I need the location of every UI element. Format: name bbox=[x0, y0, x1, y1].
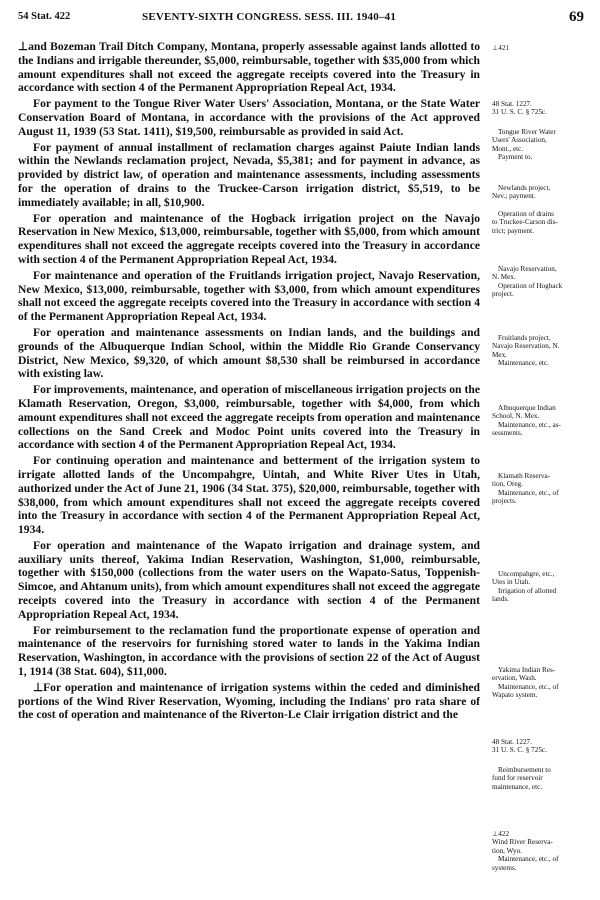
margin-note-line: maintenance, etc. bbox=[492, 782, 543, 791]
margin-note-line: tion, Wyo. bbox=[492, 846, 522, 855]
margin-note-line: Maintenance, etc., as- bbox=[498, 420, 561, 429]
margin-note-line: Users' Association, bbox=[492, 136, 547, 145]
margin-note-line: Wapato system. bbox=[492, 691, 538, 700]
margin-note-line: Operation of Hogback bbox=[498, 281, 563, 290]
margin-note-line: systems. bbox=[492, 863, 517, 872]
paragraph-albuquerque: For operation and maintenance assessments on Indian lands, and the buildings and grounds of the Albuquerque Indian School, within the Middle Rio Grande Conservancy District, New Mexico, $9,320, of which amount $8,530 shall be reimbursed in accordance with existing law. bbox=[18, 325, 480, 381]
margin-note-line: 48 Stat. 1227. bbox=[492, 100, 532, 108]
margin-note-line: 48 Stat. 1227. bbox=[492, 738, 532, 746]
margin-note-line: Klamath Reserva- bbox=[498, 472, 551, 480]
margin-note-line: ⊥422 bbox=[492, 830, 510, 838]
margin-note-line: Fruitlands project, bbox=[498, 334, 551, 342]
page-number: 69 bbox=[569, 9, 584, 25]
margin-note-line: Navajo Reservation, bbox=[498, 265, 557, 273]
margin-note-line: 31 U. S. C. § 725c. bbox=[492, 108, 547, 117]
statute-reference: 54 Stat. 422 bbox=[18, 11, 71, 22]
margin-note bbox=[492, 184, 594, 201]
margin-note bbox=[492, 334, 594, 368]
margin-note bbox=[492, 666, 594, 700]
margin-note-line: ⊥421 bbox=[492, 44, 510, 52]
margin-note-line: tion, Oreg. bbox=[492, 480, 523, 489]
paragraph-newlands: For payment of annual installment of reclamation charges against Paiute Indian lands within the Newlands reclamation project, Nevada, $5,381; and for payment in advance, as provided by district law, of operation and maintenance assessments, including assessments for the operation of drains to the Truckee-Carson irrigation district, $5,519, to be immediately available; in all, $10,900. bbox=[18, 140, 480, 209]
margin-note-line: 31 U. S. C. § 725c. bbox=[492, 746, 547, 755]
margin-note-line: projects. bbox=[492, 497, 517, 506]
margin-note-line: sessments. bbox=[492, 429, 523, 438]
paragraph-hogback: For operation and maintenance of the Hogback irrigation project on the Navajo Reservation in New Mexico, $13,000, reimbursable, together with $5,000, from which amount expenditures shall not exceed the aggregate receipts covered into the Treasury in accordance with section 4 of the Permanent Appropriation Repeal Act, 1934. bbox=[18, 211, 480, 266]
margin-note-line: Maintenance, etc., of bbox=[498, 682, 559, 691]
margin-note bbox=[492, 44, 594, 52]
margin-note-line: Wind River Reserva- bbox=[492, 838, 553, 847]
margin-note-line: Newlands project, bbox=[498, 184, 551, 192]
paragraph-tongue-river: For payment to the Tongue River Water Users' Association, Montana, or the State Water Conservation Board of Montana, in accordance with the provisions of the Act approved August 11, 1939 (53 Stat. 1411), $19,500, reimbursable as provided in said Act. bbox=[18, 97, 480, 138]
margin-note bbox=[492, 100, 594, 117]
margin-note bbox=[492, 128, 594, 162]
margin-note-line: Mont., etc. bbox=[492, 144, 524, 153]
margin-note-line: Tongue River Water bbox=[498, 128, 556, 136]
margin-note-line: Maintenance, etc., of bbox=[498, 488, 559, 497]
margin-note bbox=[492, 830, 594, 872]
margin-note-line: Operation of drains bbox=[498, 210, 554, 218]
margin-note-line: Maintenance, etc., of bbox=[498, 855, 559, 864]
paragraph-wind-river: ⊥For operation and maintenance of irrigation systems within the ceded and diminished portions of the Wind River Reservation, Wyoming, including the Indians' pro rata share of the cost of operation and maintenance of the Riverton-Le Clair irrigation district and the bbox=[18, 680, 480, 722]
margin-note-line: trict; payment. bbox=[492, 226, 534, 235]
margin-note-line: lands. bbox=[492, 595, 509, 604]
margin-note-line: Uncompahgre, etc., bbox=[498, 570, 555, 578]
margin-note-line: Irrigation of allotted bbox=[498, 586, 557, 595]
margin-note-line: Maintenance, etc. bbox=[498, 359, 549, 368]
paragraph-klamath: For improvements, maintenance, and operation of miscellaneous irrigation projects on the Klamath Reservation, Oregon, $3,000, reimbursable, together with $4,000, from which amount expenditures shall not exceed the aggregate receipts from operation and maintenance collections on the Sand Creek and Modoc Point units covered into the Treasury in accordance with section 4 of the Permanent Appropriation Repeal Act, 1934. bbox=[18, 383, 480, 452]
margin-note-line: N. Mex. bbox=[492, 273, 516, 282]
paragraph-fruitlands: For maintenance and operation of the Fruitlands irrigation project, Navajo Reservation, New Mexico, $13,000, reimbursable, together with $3,000, from which amount expenditures shall not exceed the aggregate receipts covered into the Treasury in accordance with section 4 of the Permanent Appropriation Repeal Act, 1934. bbox=[18, 268, 480, 324]
margin-note-line: to Truckee-Carson dis- bbox=[492, 218, 558, 227]
main-text-column bbox=[18, 40, 480, 724]
margin-note-line: ervation, Wash. bbox=[492, 674, 537, 683]
margin-note-line: Nev.; payment. bbox=[492, 192, 536, 201]
margin-note-line: School, N. Mex. bbox=[492, 412, 540, 421]
paragraph-uncompahgre: For continuing operation and maintenance and betterment of the irrigation system to irrigate allotted lands of the Uncompahgre, Uintah, and White River Utes in Utah, authorized under the Act of June 21, 1906 (34 Stat. 375), $20,000, reimbursable, together with $38,000, from which amount expenditures shall not exceed the aggregate receipts covered into the Treasury in accordance with section 4 of the Permanent Appropriation Repeal Act, 1934. bbox=[18, 454, 480, 537]
paragraph-wapato: For operation and maintenance of the Wapato irrigation and drainage system, and auxiliary units thereof, Yakima Indian Reservation, Washington, $1,000, reimbursable, together with $150,000 (collections from the water users on the Wapato-Satus, Toppenish-Simcoe, and Ahtanum units), from which amount expenditures shall not exceed the aggregate receipts covered into the Treasury in accordance with section 4 of the Permanent Appropriation Repeal Act, 1934. bbox=[18, 538, 480, 621]
margin-note bbox=[492, 738, 594, 755]
margin-note bbox=[492, 570, 594, 604]
margin-note-line: Navajo Reservation, N. bbox=[492, 342, 560, 351]
page-header bbox=[18, 9, 584, 29]
margin-note bbox=[492, 766, 594, 791]
margin-note bbox=[492, 472, 594, 506]
margin-note-line: Reimbursement to bbox=[498, 766, 551, 774]
running-title: SEVENTY-SIXTH CONGRESS. SESS. III. 1940–41 bbox=[142, 11, 397, 23]
margin-note-line: Albuquerque Indian bbox=[498, 404, 556, 412]
margin-note-line: Mex. bbox=[492, 350, 507, 359]
margin-note bbox=[492, 210, 594, 235]
margin-note-line: Payment to. bbox=[498, 153, 533, 162]
margin-note bbox=[492, 404, 594, 438]
marginal-notes bbox=[492, 40, 594, 900]
margin-note-line: Utes in Utah. bbox=[492, 578, 531, 587]
margin-note bbox=[492, 265, 594, 299]
paragraph-reclamation-fund: For reimbursement to the reclamation fund the proportionate expense of operation and maintenance of the reservoirs for furnishing stored water to lands in the Yakima Indian Reservation, Washington, in accordance with the provisions of section 22 of the Act of August 1, 1914 (38 Stat. 604), $11,000. bbox=[18, 623, 480, 679]
margin-note-line: project. bbox=[492, 290, 514, 299]
margin-note-line: fund for reservoir bbox=[492, 774, 543, 783]
paragraph-bozeman-trail: ⊥and Bozeman Trail Ditch Company, Montana, properly assessable against lands allotted to the Indians and irrigable thereunder, $5,000, reimbursable, together with $35,000 from which amount expenditures shall not exceed the aggregate receipts covered into the Treasury in accordance with section 4 of the Permanent Appropriation Repeal Act, 1934. bbox=[18, 40, 480, 95]
margin-note-line: Yakima Indian Res- bbox=[498, 666, 556, 674]
